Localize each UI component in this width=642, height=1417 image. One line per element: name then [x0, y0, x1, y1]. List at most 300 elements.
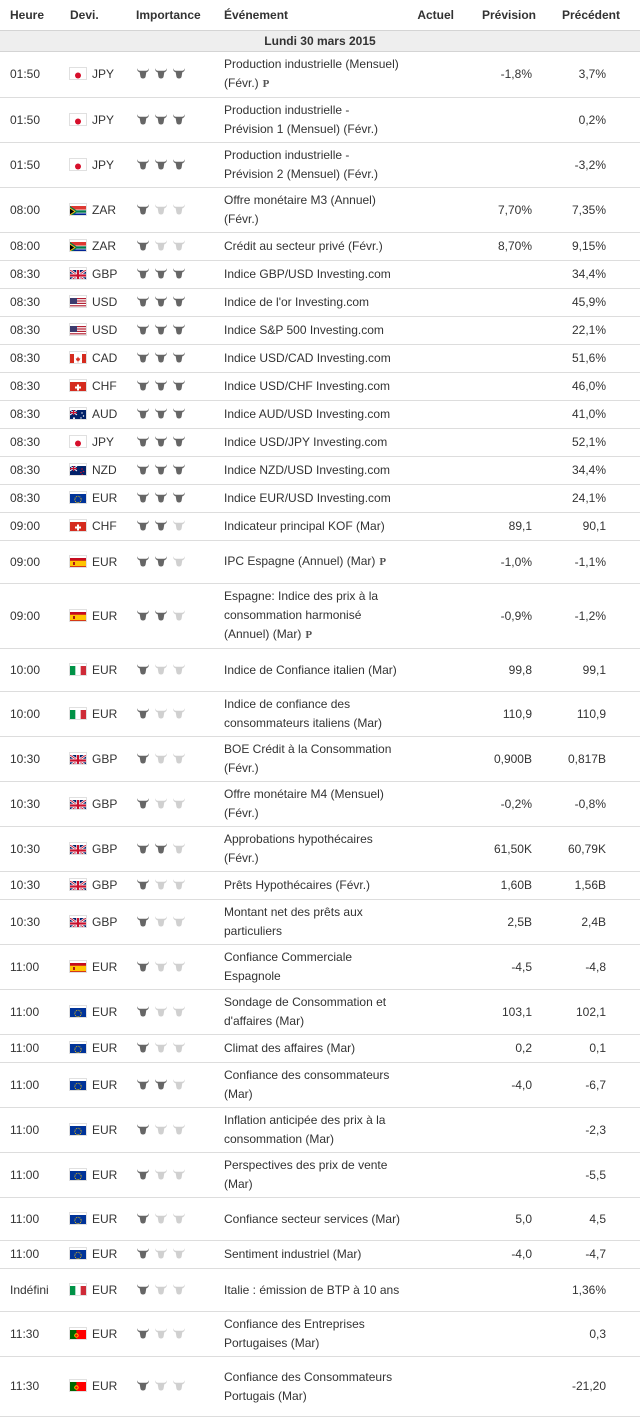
- bull-icon: [136, 1040, 150, 1059]
- event-currency-cell: [66, 485, 132, 513]
- event-title-cell[interactable]: [220, 401, 406, 429]
- event-title[interactable]: Espagne: Indice des prix à la consommation harmonisé (Annuel) (Mar): [224, 589, 379, 641]
- event-forecast: 7,70%: [458, 188, 540, 233]
- event-currency-cell: [66, 872, 132, 900]
- event-title[interactable]: Offre monétaire M3 (Annuel) (Févr.): [224, 193, 376, 226]
- event-title[interactable]: BOE Crédit à la Consommation (Févr.): [224, 742, 392, 775]
- event-title[interactable]: Confiance secteur services (Mar): [224, 1211, 401, 1226]
- event-currency-cell: [66, 98, 132, 143]
- bull-icon: [172, 157, 186, 176]
- bull-icon: [172, 266, 186, 285]
- event-title-cell[interactable]: [220, 188, 406, 233]
- flag-gb-icon: [70, 798, 86, 809]
- event-actual: [406, 945, 458, 990]
- bull-icon: [172, 662, 186, 681]
- bull-icon: [136, 350, 150, 369]
- event-currency-cell: [66, 1153, 132, 1198]
- event-title[interactable]: Indice USD/CHF Investing.com: [224, 379, 391, 393]
- event-previous: 90,1: [540, 513, 640, 541]
- event-row[interactable]: [0, 429, 640, 457]
- event-currency-cell: [66, 188, 132, 233]
- event-currency: EUR: [92, 491, 118, 505]
- event-title-cell[interactable]: [220, 872, 406, 900]
- event-previous: 52,1%: [540, 429, 640, 457]
- event-title[interactable]: Montant net des prêts aux particuliers: [224, 905, 363, 938]
- event-actual: [406, 1153, 458, 1198]
- event-row[interactable]: [0, 692, 640, 737]
- flag-jp-icon: [70, 68, 86, 79]
- event-previous: 0,817B: [540, 737, 640, 782]
- event-row[interactable]: [0, 1241, 640, 1269]
- event-title-cell[interactable]: [220, 373, 406, 401]
- event-title[interactable]: Confiance des consommateurs (Mar): [224, 1068, 390, 1101]
- event-importance: [132, 1035, 220, 1063]
- event-title[interactable]: IPC Espagne (Annuel) (Mar): [224, 554, 376, 568]
- event-currency: CAD: [92, 351, 118, 365]
- event-forecast: 0,2: [458, 1035, 540, 1063]
- event-actual: [406, 143, 458, 188]
- event-actual: [406, 990, 458, 1035]
- bull-icon: [172, 202, 186, 221]
- event-actual: [406, 1269, 458, 1312]
- event-title-cell[interactable]: [220, 233, 406, 261]
- event-title-cell[interactable]: [220, 692, 406, 737]
- event-currency: EUR: [92, 1282, 118, 1297]
- event-title-cell[interactable]: [220, 289, 406, 317]
- bull-icon: [136, 462, 150, 481]
- bull-icon: [154, 350, 168, 369]
- event-currency-cell: [66, 143, 132, 188]
- bull-icon: [154, 1167, 168, 1186]
- event-row[interactable]: [0, 900, 640, 945]
- event-forecast: -0,9%: [458, 584, 540, 649]
- event-row[interactable]: [0, 872, 640, 900]
- col-time-header[interactable]: Heure: [0, 0, 66, 31]
- event-currency-cell: [66, 261, 132, 289]
- event-actual: [406, 513, 458, 541]
- event-previous: -0,8%: [540, 782, 640, 827]
- bull-icon: [154, 406, 168, 425]
- event-currency: JPY: [92, 112, 115, 127]
- event-title-cell[interactable]: [220, 945, 406, 990]
- event-row[interactable]: [0, 541, 640, 584]
- flag-gb-icon: [70, 268, 86, 279]
- event-time: 01:50: [0, 143, 66, 188]
- event-title-cell[interactable]: [220, 457, 406, 485]
- bull-icon: [154, 322, 168, 341]
- event-time: 08:30: [0, 485, 66, 513]
- flag-jp-icon: [70, 436, 86, 447]
- event-currency: EUR: [92, 1326, 118, 1341]
- bull-icon: [154, 462, 168, 481]
- event-actual: [406, 541, 458, 584]
- event-forecast: [458, 345, 540, 373]
- bull-icon: [172, 706, 186, 725]
- event-title-cell[interactable]: [220, 485, 406, 513]
- event-currency: USD: [92, 295, 118, 309]
- bull-icon: [136, 66, 150, 85]
- event-title[interactable]: Indice USD/JPY Investing.com: [224, 435, 388, 449]
- event-title[interactable]: Crédit au secteur privé (Févr.): [224, 239, 383, 253]
- event-forecast: [458, 1312, 540, 1357]
- bull-icon: [172, 1167, 186, 1186]
- event-title-cell[interactable]: [220, 541, 406, 584]
- event-previous: 60,79K: [540, 827, 640, 872]
- event-currency: CHF: [92, 379, 117, 393]
- preliminary-icon: P: [262, 78, 270, 90]
- event-time: 10:00: [0, 649, 66, 692]
- event-row[interactable]: [0, 945, 640, 990]
- event-title[interactable]: Indicateur principal KOF (Mar): [224, 519, 385, 533]
- event-title-cell[interactable]: [220, 1269, 406, 1312]
- event-title-cell[interactable]: [220, 98, 406, 143]
- event-title[interactable]: Indice S&P 500 Investing.com: [224, 323, 384, 337]
- event-currency-cell: [66, 737, 132, 782]
- event-row[interactable]: [0, 261, 640, 289]
- event-title-cell[interactable]: [220, 1035, 406, 1063]
- event-title[interactable]: Indice de confiance des consommateurs italiens (Mar): [224, 697, 383, 730]
- bull-icon: [154, 608, 168, 627]
- flag-it-icon: [70, 1284, 86, 1295]
- bull-icon: [172, 490, 186, 509]
- event-previous: 22,1%: [540, 317, 640, 345]
- event-currency: ZAR: [92, 202, 116, 217]
- bull-icon: [172, 554, 186, 573]
- event-row[interactable]: [0, 401, 640, 429]
- bull-icon: [136, 322, 150, 341]
- event-previous: 46,0%: [540, 373, 640, 401]
- event-row[interactable]: [0, 457, 640, 485]
- event-title-cell[interactable]: [220, 1198, 406, 1241]
- event-title-cell[interactable]: [220, 1063, 406, 1108]
- event-title[interactable]: Confiance des Consommateurs Portugais (Mar): [224, 1369, 393, 1403]
- day-label: Lundi 30 mars 2015: [0, 31, 640, 52]
- preliminary-icon: P: [305, 629, 313, 641]
- bull-icon: [154, 706, 168, 725]
- event-title-cell[interactable]: [220, 1153, 406, 1198]
- event-currency: GBP: [92, 267, 118, 281]
- event-row[interactable]: [0, 1198, 640, 1241]
- event-row[interactable]: [0, 289, 640, 317]
- event-currency: GBP: [92, 841, 118, 856]
- event-time: Indéfini: [0, 1269, 66, 1312]
- event-title[interactable]: Indice de Confiance italien (Mar): [224, 662, 397, 677]
- event-previous: -4,7: [540, 1241, 640, 1269]
- event-title-cell[interactable]: [220, 990, 406, 1035]
- flag-eu-icon: [70, 1213, 86, 1224]
- event-title[interactable]: Inflation anticipée des prix à la consommation (Mar): [224, 1113, 386, 1146]
- bull-icon: [136, 796, 150, 815]
- event-time: 11:00: [0, 1063, 66, 1108]
- event-importance: [132, 872, 220, 900]
- event-row[interactable]: [0, 345, 640, 373]
- bull-icon: [136, 1211, 150, 1230]
- event-actual: [406, 401, 458, 429]
- event-title[interactable]: Production industrielle (Mensuel) (Févr.): [224, 57, 399, 90]
- event-title[interactable]: Production industrielle - Prévision 1 (Mensuel) (Févr.): [224, 103, 379, 136]
- bull-icon: [136, 841, 150, 860]
- bull-icon: [154, 751, 168, 770]
- event-importance: [132, 457, 220, 485]
- event-previous: -21,20: [540, 1357, 640, 1417]
- event-title[interactable]: Indice GBP/USD Investing.com: [224, 267, 391, 281]
- flag-eu-icon: [70, 492, 86, 503]
- event-currency-cell: [66, 513, 132, 541]
- bull-icon: [136, 554, 150, 573]
- event-time: 11:30: [0, 1357, 66, 1417]
- bull-icon: [172, 1246, 186, 1265]
- event-row[interactable]: [0, 782, 640, 827]
- event-actual: [406, 317, 458, 345]
- bull-icon: [154, 841, 168, 860]
- event-row[interactable]: [0, 1312, 640, 1357]
- event-title[interactable]: Climat des affaires (Mar): [224, 1041, 356, 1055]
- event-currency: JPY: [92, 435, 115, 449]
- col-currency-header[interactable]: Devi.: [66, 0, 132, 31]
- event-forecast: 2,5B: [458, 900, 540, 945]
- event-time: 10:30: [0, 782, 66, 827]
- event-row[interactable]: [0, 1108, 640, 1153]
- flag-za-icon: [70, 240, 86, 251]
- bull-icon: [154, 294, 168, 313]
- bull-icon: [136, 608, 150, 627]
- event-row[interactable]: [0, 990, 640, 1035]
- event-previous: -2,3: [540, 1108, 640, 1153]
- event-importance: [132, 692, 220, 737]
- event-title-cell[interactable]: [220, 52, 406, 98]
- event-title[interactable]: Prêts Hypothécaires (Févr.): [224, 878, 371, 892]
- event-time: 08:00: [0, 188, 66, 233]
- event-currency-cell: [66, 1357, 132, 1417]
- bull-icon: [136, 1378, 150, 1397]
- bull-icon: [154, 554, 168, 573]
- event-title[interactable]: Confiance Commerciale Espagnole: [224, 950, 353, 983]
- event-title-cell[interactable]: [220, 345, 406, 373]
- event-title-cell[interactable]: [220, 737, 406, 782]
- bull-icon: [154, 112, 168, 131]
- bull-icon: [154, 266, 168, 285]
- event-title[interactable]: Italie : émission de BTP à 10 ans: [224, 1282, 400, 1297]
- event-row[interactable]: [0, 233, 640, 261]
- event-previous: -1,1%: [540, 541, 640, 584]
- event-actual: [406, 1357, 458, 1417]
- event-title[interactable]: Offre monétaire M4 (Mensuel) (Févr.): [224, 787, 384, 820]
- bull-icon: [172, 294, 186, 313]
- event-forecast: [458, 317, 540, 345]
- event-previous: 45,9%: [540, 289, 640, 317]
- event-title[interactable]: Sentiment industriel (Mar): [224, 1247, 362, 1261]
- bull-icon: [136, 406, 150, 425]
- event-currency: JPY: [92, 157, 115, 172]
- event-row[interactable]: [0, 143, 640, 188]
- event-previous: 110,9: [540, 692, 640, 737]
- event-row[interactable]: [0, 827, 640, 872]
- bull-icon: [172, 914, 186, 933]
- event-currency: GBP: [92, 914, 118, 929]
- event-title[interactable]: Perspectives des prix de vente (Mar): [224, 1158, 388, 1191]
- event-importance: [132, 1198, 220, 1241]
- event-forecast: -1,8%: [458, 52, 540, 98]
- event-row[interactable]: [0, 1153, 640, 1198]
- event-time: 11:00: [0, 1198, 66, 1241]
- event-title-cell[interactable]: [220, 1241, 406, 1269]
- col-actual-header[interactable]: Actuel: [406, 0, 458, 31]
- event-currency: EUR: [92, 706, 118, 721]
- bull-icon: [172, 238, 186, 257]
- flag-es-icon: [70, 961, 86, 972]
- event-row[interactable]: [0, 1357, 640, 1417]
- bull-icon: [136, 1246, 150, 1265]
- event-row[interactable]: [0, 52, 640, 98]
- event-time: 08:30: [0, 457, 66, 485]
- event-previous: 9,15%: [540, 233, 640, 261]
- event-title-cell[interactable]: [220, 827, 406, 872]
- event-row[interactable]: [0, 1063, 640, 1108]
- event-title-cell[interactable]: [220, 900, 406, 945]
- flag-jp-icon: [70, 159, 86, 170]
- event-title-cell[interactable]: [220, 143, 406, 188]
- event-row[interactable]: [0, 373, 640, 401]
- event-title[interactable]: Production industrielle - Prévision 2 (Mensuel) (Févr.): [224, 148, 379, 181]
- event-title-cell[interactable]: [220, 1357, 406, 1417]
- event-title-cell[interactable]: [220, 584, 406, 649]
- event-importance: [132, 143, 220, 188]
- event-row[interactable]: [0, 584, 640, 649]
- event-forecast: [458, 98, 540, 143]
- bull-icon: [172, 434, 186, 453]
- event-time: 11:00: [0, 990, 66, 1035]
- event-actual: [406, 692, 458, 737]
- flag-us-icon: [70, 296, 86, 307]
- event-title[interactable]: Confiance des Entreprises Portugaises (Mar): [224, 1317, 365, 1350]
- event-time: 10:30: [0, 827, 66, 872]
- event-currency-cell: [66, 345, 132, 373]
- event-currency-cell: [66, 457, 132, 485]
- event-title-cell[interactable]: [220, 649, 406, 692]
- bull-icon: [136, 202, 150, 221]
- event-title[interactable]: Indice USD/CAD Investing.com: [224, 351, 391, 365]
- event-importance: [132, 782, 220, 827]
- event-row[interactable]: [0, 513, 640, 541]
- event-title-cell[interactable]: [220, 1108, 406, 1153]
- event-row[interactable]: [0, 649, 640, 692]
- bull-icon: [172, 1378, 186, 1397]
- event-importance: [132, 429, 220, 457]
- event-row[interactable]: [0, 1269, 640, 1312]
- event-title-cell[interactable]: [220, 513, 406, 541]
- event-title[interactable]: Approbations hypothécaires (Févr.): [224, 832, 373, 865]
- event-title-cell[interactable]: [220, 317, 406, 345]
- event-title-cell[interactable]: [220, 429, 406, 457]
- event-row[interactable]: [0, 1035, 640, 1063]
- bull-icon: [154, 1326, 168, 1345]
- event-actual: [406, 584, 458, 649]
- event-title-cell[interactable]: [220, 1312, 406, 1357]
- event-forecast: [458, 1108, 540, 1153]
- flag-ch-icon: [70, 380, 86, 391]
- col-previous-header[interactable]: Précédent: [540, 0, 640, 31]
- flag-es-icon: [70, 556, 86, 567]
- bull-icon: [172, 841, 186, 860]
- bull-icon: [154, 1040, 168, 1059]
- event-title-cell[interactable]: [220, 261, 406, 289]
- event-currency: EUR: [92, 959, 118, 974]
- flag-au-icon: [70, 408, 86, 419]
- event-currency-cell: [66, 692, 132, 737]
- event-title[interactable]: Indice AUD/USD Investing.com: [224, 407, 391, 421]
- event-currency-cell: [66, 1108, 132, 1153]
- event-row[interactable]: [0, 98, 640, 143]
- event-importance: [132, 401, 220, 429]
- col-event-header[interactable]: Événement: [220, 0, 406, 31]
- bull-icon: [136, 1167, 150, 1186]
- event-importance: [132, 233, 220, 261]
- event-row[interactable]: [0, 485, 640, 513]
- event-time: 11:00: [0, 1035, 66, 1063]
- bull-icon: [154, 1246, 168, 1265]
- event-importance: [132, 1312, 220, 1357]
- event-time: 08:30: [0, 261, 66, 289]
- event-forecast: 110,9: [458, 692, 540, 737]
- event-importance: [132, 1108, 220, 1153]
- event-forecast: [458, 373, 540, 401]
- col-importance-header[interactable]: Importance: [132, 0, 220, 31]
- event-currency-cell: [66, 900, 132, 945]
- event-title[interactable]: Sondage de Consommation et d'affaires (Mar): [224, 995, 387, 1028]
- event-title-cell[interactable]: [220, 782, 406, 827]
- event-title[interactable]: Indice EUR/USD Investing.com: [224, 491, 391, 505]
- bull-icon: [136, 266, 150, 285]
- event-importance: [132, 900, 220, 945]
- bull-icon: [172, 959, 186, 978]
- event-forecast: -4,0: [458, 1241, 540, 1269]
- event-currency: GBP: [92, 796, 118, 811]
- event-importance: [132, 584, 220, 649]
- bull-icon: [154, 490, 168, 509]
- event-row[interactable]: [0, 317, 640, 345]
- bull-icon: [172, 877, 186, 896]
- event-previous: -6,7: [540, 1063, 640, 1108]
- event-actual: [406, 261, 458, 289]
- event-title[interactable]: Indice NZD/USD Investing.com: [224, 463, 391, 477]
- flag-gb-icon: [70, 753, 86, 764]
- event-row[interactable]: [0, 188, 640, 233]
- event-currency: ZAR: [92, 239, 116, 253]
- event-actual: [406, 1108, 458, 1153]
- bull-icon: [136, 518, 150, 537]
- event-time: 09:00: [0, 541, 66, 584]
- bull-icon: [136, 877, 150, 896]
- event-currency: EUR: [92, 1247, 118, 1261]
- event-forecast: [458, 289, 540, 317]
- event-title[interactable]: Indice de l'or Investing.com: [224, 295, 370, 309]
- event-currency-cell: [66, 429, 132, 457]
- event-currency: GBP: [92, 751, 118, 766]
- event-currency-cell: [66, 233, 132, 261]
- col-forecast-header[interactable]: Prévision: [458, 0, 540, 31]
- event-time: 01:50: [0, 52, 66, 98]
- event-currency: EUR: [92, 1379, 118, 1393]
- event-forecast: [458, 1153, 540, 1198]
- bull-icon: [172, 796, 186, 815]
- event-row[interactable]: [0, 737, 640, 782]
- event-importance: [132, 945, 220, 990]
- event-forecast: -4,5: [458, 945, 540, 990]
- bull-icon: [172, 66, 186, 85]
- event-time: 10:30: [0, 737, 66, 782]
- event-currency-cell: [66, 1241, 132, 1269]
- event-importance: [132, 345, 220, 373]
